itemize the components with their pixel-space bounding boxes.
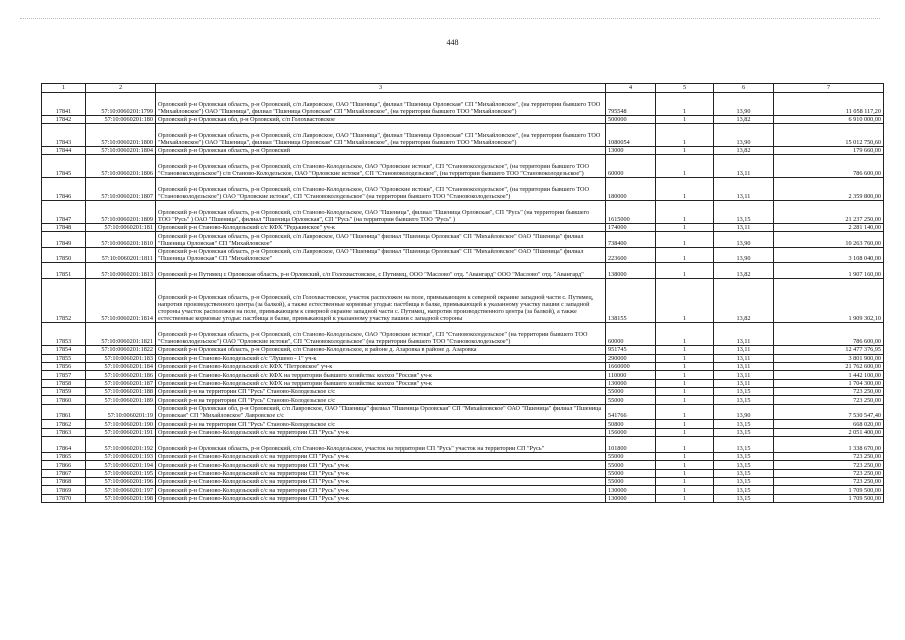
table-cell-price: 13,15 <box>714 396 774 404</box>
table-cell-total: 723 250,00 <box>774 478 884 486</box>
table-cell-cad: 57:10:0060201:193 <box>86 452 156 460</box>
table-cell-cnt: 1 <box>656 200 714 223</box>
table-cell-cad: 57:10:0060201:188 <box>86 388 156 396</box>
table-cell-total: 786 600,00 <box>774 323 884 346</box>
table-cell-desc: Орловский р-н Орловская область, р-н Орловский, с/п Станово-Колодезьское, ОАО "Пшеница", филиал "Пшеница Орловская", СП "Русь" (на территории бывшего ТОО "Русь" ) ОАО "Пшеница", филиал "Пшеница Орловская", СП "Русь" (на территории бывшего ТОО "Русь" ) <box>156 200 606 223</box>
table-cell-total: 11 058 117,20 <box>774 93 884 116</box>
table-cell-area: 500000 <box>606 115 656 123</box>
table-row <box>42 404 884 420</box>
table-row <box>42 346 884 354</box>
table-cell-cnt: 1 <box>656 247 714 263</box>
table-row <box>42 469 884 477</box>
table-cell-cnt: 1 <box>656 404 714 420</box>
table-cell-total: 1 704 300,00 <box>774 379 884 387</box>
table-cell-desc: Орловский р-н Орловская область, р-н Орловский, с/п Голохвастовское, участок расположен на поле, примыкающем к северной окраине западной части с. Путимец, напротив производственного центра (за балкой), а также естественные кормовые угодья: пастбища в балке, примыкающей к указанному участку пашни с западной стороны участок расположен на поле, примыкающем к северной окраине западной части с. Путимец, напротив производственного центра (за балкой), а также естественные кормовые угодья: пастбища в балке, примыкающей к указанному участку пашни с западной стороны <box>156 278 606 322</box>
table-cell-desc: Орловский р-н Орловская область, р-н Орловский, с/п Лавровское, ОАО "Пшеница" филиал "Пшеница Орловская" СП "Михайловское" ОАО "Пшеница" филиал "Пшеница Орловская" СП "Михайловское" <box>156 232 606 248</box>
table-cell-cad: 57:10:0060201:1799 <box>86 93 156 116</box>
table-cell-total: 21 762 600,00 <box>774 362 884 370</box>
table-cell-num: 17856 <box>42 362 86 370</box>
table-cell-total: 3 801 900,00 <box>774 354 884 362</box>
table-cell-cnt: 1 <box>656 223 714 231</box>
table-cell-total: 723 250,00 <box>774 461 884 469</box>
table-cell-total: 1 709 500,00 <box>774 494 884 502</box>
table-cell-desc: Орловский р-н Орловская область, р-н Орловский, с/п Станово-Колодезьское, ОАО "Орловские истоки", СП "Становоколодезьское", (на территории бывшего ТОО "Становоколодезьское") с/п Станово-Колодезьское, ОАО "Орловские истоки", СП "Становоколодезьское", (на территории бывшего ТОО "Становоколодезьское") <box>156 155 606 178</box>
table-cell-desc: Орловский р-н Станово-Колодезьский с/с КФХ "Петровское" уч-к <box>156 362 606 370</box>
table-cell-price: 13,15 <box>714 452 774 460</box>
table-cell-cad: 57:10:0060201:196 <box>86 478 156 486</box>
table-cell-price: 13,11 <box>714 379 774 387</box>
table-row <box>42 371 884 379</box>
table-row <box>42 379 884 387</box>
table-cell-desc: Орловский р-н Станово-Колодезьский с/с на территории СП "Русь" уч-к <box>156 469 606 477</box>
table-cell-num: 17865 <box>42 452 86 460</box>
table-cell-price: 13,11 <box>714 323 774 346</box>
table-row <box>42 247 884 263</box>
table-cell-total: 2 359 800,00 <box>774 178 884 201</box>
table-cell-total: 1 907 160,00 <box>774 263 884 279</box>
table-cell-cnt: 1 <box>656 323 714 346</box>
table-cell-cnt: 1 <box>656 278 714 322</box>
table-row <box>42 200 884 223</box>
table-cell-total: 10 263 760,00 <box>774 232 884 248</box>
table-cell-area: 223600 <box>606 247 656 263</box>
table-cell-price: 13,11 <box>714 155 774 178</box>
table-cell-total: 1 338 670,00 <box>774 437 884 453</box>
table-row <box>42 93 884 116</box>
table-cell-price: 13,15 <box>714 200 774 223</box>
table-cell-num: 17857 <box>42 371 86 379</box>
table-row <box>42 494 884 502</box>
table-cell-num: 17859 <box>42 388 86 396</box>
table-cell-total: 2 051 400,00 <box>774 428 884 436</box>
table-cell-cnt: 1 <box>656 396 714 404</box>
table-cell-area: 55000 <box>606 469 656 477</box>
table-cell-cad: 57:10:0060201:198 <box>86 494 156 502</box>
table-cell-num: 17848 <box>42 223 86 231</box>
column-header: 1 <box>42 84 86 93</box>
table-cell-cnt: 1 <box>656 146 714 154</box>
table-cell-cad: 57:10:0060201:190 <box>86 420 156 428</box>
table-cell-total: 15 012 750,60 <box>774 124 884 147</box>
table-cell-desc: Орловский р-н Орловская обл, р-н Орловский, с/п Лавровское, ОАО "Пшеница" филиал "Пшеница Орловская" СП "Михайловское" ОАО "Пшеница" филиал "Пшеница Орловская" СП "Михайловское" Лавровское с/с <box>156 404 606 420</box>
column-header: 6 <box>714 84 774 93</box>
table-cell-price: 13,90 <box>714 93 774 116</box>
table-cell-cnt: 1 <box>656 93 714 116</box>
table-cell-num: 17860 <box>42 396 86 404</box>
table-cell-area: 60000 <box>606 323 656 346</box>
table-cell-total: 3 108 040,00 <box>774 247 884 263</box>
table-cell-desc: Орловский р-н Станово-Колодезьский с/с на территории СП "Русь" уч-к <box>156 428 606 436</box>
table-cell-area: 180000 <box>606 178 656 201</box>
table-cell-area: 738400 <box>606 232 656 248</box>
table-cell-price: 13,90 <box>714 247 774 263</box>
table-cell-area: 101800 <box>606 437 656 453</box>
table-cell-num: 17851 <box>42 263 86 279</box>
table-cell-cnt: 1 <box>656 178 714 201</box>
table-cell-total: 21 237 250,00 <box>774 200 884 223</box>
table-cell-total: 12 477 376,95 <box>774 346 884 354</box>
table-row <box>42 396 884 404</box>
table-cell-cad: 57:10:0060201:1800 <box>86 124 156 147</box>
table-cell-num: 17863 <box>42 428 86 436</box>
table-cell-desc: Орловский р-н Станово-Колодезьский с/с на территории СП "Русь" уч-к <box>156 478 606 486</box>
table-cell-price: 13,11 <box>714 223 774 231</box>
table-row <box>42 452 884 460</box>
table-cell-desc: Орловский р-н Орловская область, р-н Орловский, с/п Станово-Колодезьское, ОАО "Орловские истоки", СП "Становоколодезьское" (на территории бывшего ТОО "Становоколодезьское") ОАО "Орловские истоки", СП "Становоколодезьское" (на территории бывшего ТОО "Становоколодезьское") <box>156 323 606 346</box>
table-row <box>42 486 884 494</box>
table-cell-num: 17861 <box>42 404 86 420</box>
table-cell-desc: Орловский р-н Орловская область, р-н Орловский, с/п Станово-Колодезьское, ОАО "Орловские истоки", СП "Становоколодезьское", (на территории бывшего ТОО "Становоколодезьское") ОАО "Орловские истоки", СП "Становоколодезьское" (на территории бывшего ТОО "Становоколодезьское") <box>156 178 606 201</box>
table-cell-desc: Орловский р-н Станово-Колодезьский с/с КФХ "Редькинское" уч-к <box>156 223 606 231</box>
table-cell-cnt: 1 <box>656 371 714 379</box>
table-cell-cad: 57:10:0060201:19 <box>86 404 156 420</box>
table-row <box>42 155 884 178</box>
table-row <box>42 478 884 486</box>
table-row <box>42 362 884 370</box>
table-cell-price: 13,82 <box>714 146 774 154</box>
table-cell-area: 541766 <box>606 404 656 420</box>
table-cell-cnt: 1 <box>656 354 714 362</box>
table-cell-desc: Орловский р-н Станово-Колодезьский с/с на территории СП "Русь" уч-к <box>156 494 606 502</box>
table-cell-price: 13,11 <box>714 178 774 201</box>
table-cell-area: 795548 <box>606 93 656 116</box>
table-cell-cad: 57:10:0060201:194 <box>86 461 156 469</box>
table-cell-area: 1080054 <box>606 124 656 147</box>
table-cell-total: 179 660,00 <box>774 146 884 154</box>
table-cell-cad: 57:10:0060201:1814 <box>86 278 156 322</box>
table-cell-area: 55000 <box>606 452 656 460</box>
table-cell-cnt: 1 <box>656 263 714 279</box>
table-cell-total: 6 910 000,00 <box>774 115 884 123</box>
table-row <box>42 263 884 279</box>
table-cell-price: 13,15 <box>714 478 774 486</box>
table-cell-cad: 57:10:0060201:195 <box>86 469 156 477</box>
table-cell-cad: 57:10:0060201:1807 <box>86 178 156 201</box>
table-cell-cad: 57:10:0060201:181 <box>86 223 156 231</box>
table-cell-num: 17852 <box>42 278 86 322</box>
column-header: 2 <box>86 84 156 93</box>
table-cell-area: 1615000 <box>606 200 656 223</box>
table-cell-cnt: 1 <box>656 420 714 428</box>
table-cell-price: 13,15 <box>714 486 774 494</box>
table-cell-total: 723 250,00 <box>774 388 884 396</box>
table-row <box>42 461 884 469</box>
column-header: 5 <box>656 84 714 93</box>
table-row <box>42 124 884 147</box>
table-cell-num: 17854 <box>42 346 86 354</box>
table-cell-desc: Орловский р-н Орловская область, р-н Орловский, с/п Станово-Колодезьское, участок на территории СП "Русь" участок на территории СП "Русь" <box>156 437 606 453</box>
table-cell-cad: 57:10:0060201:192 <box>86 437 156 453</box>
table-cell-price: 13,11 <box>714 371 774 379</box>
table-cell-cad: 57:10:0060201:1821 <box>86 323 156 346</box>
table-cell-desc: Орловский р-н на территории СП "Русь" Станово-Колодезьское с/с <box>156 420 606 428</box>
table-cell-cnt: 1 <box>656 115 714 123</box>
table-cell-desc: Орловский р-н Станово-Колодезьский с/с КФХ на территории бывшего хозяйства: колхоз "Россия" уч-к <box>156 371 606 379</box>
table-cell-cnt: 1 <box>656 452 714 460</box>
table-cell-cad: 57:10:0060201:1810 <box>86 232 156 248</box>
table-cell-num: 17867 <box>42 469 86 477</box>
table-cell-area: 55000 <box>606 461 656 469</box>
table-row <box>42 232 884 248</box>
table-cell-price: 13,11 <box>714 354 774 362</box>
table-cell-price: 13,90 <box>714 404 774 420</box>
table-cell-num: 17850 <box>42 247 86 263</box>
table-cell-desc: Орловский р-н Орловская область, р-н Орловский <box>156 146 606 154</box>
table-cell-area: 290000 <box>606 354 656 362</box>
table-cell-total: 723 250,00 <box>774 396 884 404</box>
table-cell-total: 1 909 302,10 <box>774 278 884 322</box>
table-cell-cad: 57:10:0060201:184 <box>86 362 156 370</box>
table-cell-price: 13,90 <box>714 232 774 248</box>
table-cell-num: 17844 <box>42 146 86 154</box>
table-cell-area: 130000 <box>606 379 656 387</box>
table-cell-price: 13,15 <box>714 494 774 502</box>
table-cell-cad: 57:10:0060201:197 <box>86 486 156 494</box>
table-cell-cad: 57:10:0060201:183 <box>86 354 156 362</box>
table-cell-num: 17853 <box>42 323 86 346</box>
table-cell-desc: Орловский р-н Орловская область, р-н Орловский, с/п Лавровское, ОАО "Пшеница", филиал "Пшеница Орловская" СП "Михайловское", (на территории бывшего ТОО "Михайловское") ОАО "Пшеница", филиал "Пшеница Орловская" СП "Михайловское", (на территории бывшего ТОО "Михайловское") <box>156 124 606 147</box>
table-cell-price: 13,15 <box>714 469 774 477</box>
table-cell-cnt: 1 <box>656 362 714 370</box>
table-cell-area: 130000 <box>606 486 656 494</box>
table-cell-cad: 57:10:0060201:180 <box>86 115 156 123</box>
table-cell-desc: Орловский р-н на территории СП "Русь" Станово-Колодезьское с/с <box>156 396 606 404</box>
table-cell-area: 50800 <box>606 420 656 428</box>
table-cell-total: 786 600,00 <box>774 155 884 178</box>
table-cell-cad: 57:10:0060201:1822 <box>86 346 156 354</box>
table-cell-area: 110000 <box>606 371 656 379</box>
table-cell-num: 17842 <box>42 115 86 123</box>
table-cell-area: 130000 <box>606 494 656 502</box>
table-cell-total: 723 250,00 <box>774 469 884 477</box>
table-cell-area: 174000 <box>606 223 656 231</box>
table-cell-desc: Орловский р-н Орловская область, р-н Орловский, с/п Станово-Колодезьское, в районе д. Азаровка в районе д. Азаровка <box>156 346 606 354</box>
table-cell-num: 17841 <box>42 93 86 116</box>
table-cell-num: 17845 <box>42 155 86 178</box>
table-cell-cnt: 1 <box>656 155 714 178</box>
table-cell-price: 13,15 <box>714 437 774 453</box>
table-cell-area: 55000 <box>606 388 656 396</box>
table-cell-price: 13,15 <box>714 388 774 396</box>
table-cell-price: 13,15 <box>714 428 774 436</box>
table-cell-total: 1 442 100,00 <box>774 371 884 379</box>
table-cell-num: 17849 <box>42 232 86 248</box>
table-cell-cad: 57:10:0060201:1806 <box>86 155 156 178</box>
table-cell-cnt: 1 <box>656 232 714 248</box>
table-cell-cnt: 1 <box>656 494 714 502</box>
table-cell-total: 7 530 547,40 <box>774 404 884 420</box>
table-cell-area: 1660000 <box>606 362 656 370</box>
table-cell-area: 951745 <box>606 346 656 354</box>
table-cell-cad: 57:10:0060201:1809 <box>86 200 156 223</box>
page-top-edge <box>20 18 880 19</box>
table-cell-desc: Орловский р-н Станово-Колодезьский с/с КФХ на территории бывшего хозяйства: колхоз "Россия" уч-к <box>156 379 606 387</box>
table-header-row <box>42 84 884 93</box>
table-cell-desc: Орловский р-н Орловская область, р-н Орловский, с/п Лавровское, ОАО "Пшеница", филиал "Пшеница Орловская" СП "Михайловское", (на территории бывшего ТОО "Михайловское") ОАО "Пшеница", филиал "Пшеница Орловская" СП "Михайловское", (на территории бывшего ТОО "Михайловское") <box>156 93 606 116</box>
table-cell-area: 138000 <box>606 263 656 279</box>
table-cell-price: 13,15 <box>714 461 774 469</box>
table-row <box>42 428 884 436</box>
table-cell-cnt: 1 <box>656 461 714 469</box>
table-cell-cad: 57:10:0060201:187 <box>86 379 156 387</box>
table-cell-num: 17868 <box>42 478 86 486</box>
table-cell-area: 156000 <box>606 428 656 436</box>
table-cell-area: 13000 <box>606 146 656 154</box>
table-cell-cad: 57:10:0060201:191 <box>86 428 156 436</box>
table-cell-price: 13,82 <box>714 263 774 279</box>
table-cell-num: 17866 <box>42 461 86 469</box>
table-cell-num: 17843 <box>42 124 86 147</box>
table-row <box>42 354 884 362</box>
table-cell-cnt: 1 <box>656 428 714 436</box>
table-cell-cnt: 1 <box>656 469 714 477</box>
table-row <box>42 178 884 201</box>
table-cell-price: 13,15 <box>714 420 774 428</box>
table-cell-total: 723 250,00 <box>774 452 884 460</box>
table-row <box>42 223 884 231</box>
table-cell-cnt: 1 <box>656 388 714 396</box>
table-row <box>42 146 884 154</box>
table-cell-price: 13,90 <box>714 124 774 147</box>
column-header: 7 <box>774 84 884 93</box>
table-cell-price: 13,82 <box>714 278 774 322</box>
table-cell-desc: Орловский р-н Станово-Колодезьский с/с на территории СП "Русь" уч-к <box>156 452 606 460</box>
table-cell-price: 13,11 <box>714 362 774 370</box>
table-row <box>42 388 884 396</box>
table-cell-cnt: 1 <box>656 124 714 147</box>
land-plots-table <box>41 83 884 503</box>
table-cell-area: 60000 <box>606 155 656 178</box>
table-cell-area: 55000 <box>606 396 656 404</box>
table-cell-cnt: 1 <box>656 379 714 387</box>
column-header: 3 <box>156 84 606 93</box>
table-row <box>42 420 884 428</box>
table-cell-num: 17847 <box>42 200 86 223</box>
table-cell-total: 668 020,00 <box>774 420 884 428</box>
table-cell-desc: Орловский р-н Станово-Колодезьский с/с на территории СП "Русь" уч-к <box>156 461 606 469</box>
table-cell-cad: 57:10:0060201:1813 <box>86 263 156 279</box>
table-cell-desc: Орловский р-н Орловская область, р-н Орловский, с/п Лавровское, ОАО "Пшеница" филиал "Пшеница Орловская" СП "Михайловское" ОАО "Пшеница" филиал "Пшеница Орловская" СП "Михайловское" <box>156 247 606 263</box>
table-cell-price: 13,11 <box>714 346 774 354</box>
table-cell-desc: Орловский р-н Орловская обл, р-н Орловский, с/п Голохвастовское <box>156 115 606 123</box>
table-cell-num: 17855 <box>42 354 86 362</box>
table-cell-desc: Орловский р-н Станово-Колодезьский с/с "Лушено - 1" уч-к <box>156 354 606 362</box>
table-cell-cnt: 1 <box>656 346 714 354</box>
table-cell-num: 17864 <box>42 437 86 453</box>
table-cell-desc: Орловский р-н Станово-Колодезьский с/с на территории СП "Русь" уч-к <box>156 486 606 494</box>
table-cell-cad: 57:10:0060201:1804 <box>86 146 156 154</box>
table-cell-total: 2 281 140,00 <box>774 223 884 231</box>
table-row <box>42 115 884 123</box>
table-cell-num: 17862 <box>42 420 86 428</box>
table-cell-total: 1 709 500,00 <box>774 486 884 494</box>
table-cell-cnt: 1 <box>656 486 714 494</box>
table-cell-area: 55000 <box>606 478 656 486</box>
table-cell-num: 17858 <box>42 379 86 387</box>
table-cell-cnt: 1 <box>656 478 714 486</box>
table-cell-num: 17846 <box>42 178 86 201</box>
column-header: 4 <box>606 84 656 93</box>
table-cell-num: 17869 <box>42 486 86 494</box>
table-cell-cad: 57:10:0060201:186 <box>86 371 156 379</box>
table-row <box>42 323 884 346</box>
table-cell-cad: 57:10:0060201:189 <box>86 396 156 404</box>
table-cell-desc: Орловский р-н на территории СП "Русь" Станово-Колодезьское с/с <box>156 388 606 396</box>
table-cell-price: 13,82 <box>714 115 774 123</box>
table-cell-cnt: 1 <box>656 437 714 453</box>
table-row <box>42 437 884 453</box>
table-row <box>42 278 884 322</box>
table-cell-num: 17870 <box>42 494 86 502</box>
page-number: 448 <box>446 38 459 47</box>
table-cell-area: 138155 <box>606 278 656 322</box>
table-cell-desc: Орловский р-н Путимец с Орловская область, р-н Орловский, с/п Голохвастовское, с Путимец, ООО "Маслово" отд. "Авангард" ООО "Маслово" отд. "Авангард" <box>156 263 606 279</box>
table-cell-cad: 57:10:0060201:1811 <box>86 247 156 263</box>
